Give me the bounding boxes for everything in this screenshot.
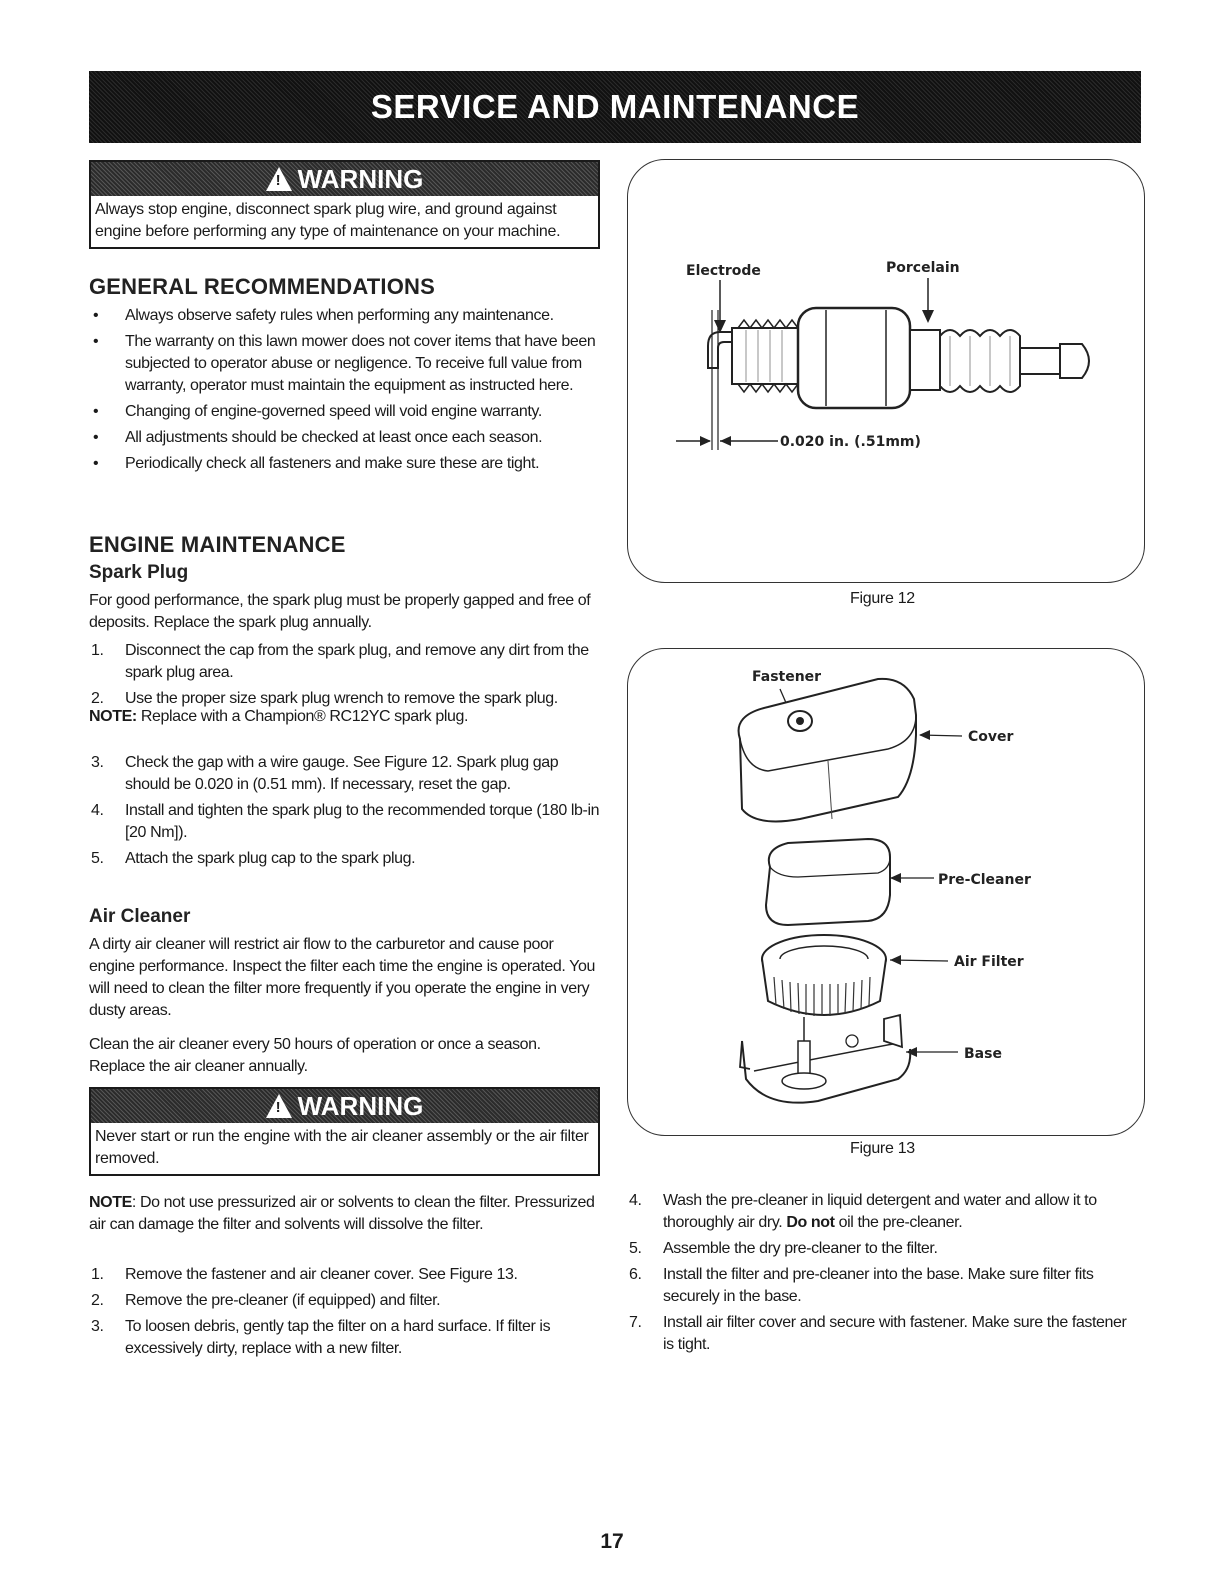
air-cleaner-diagram	[628, 649, 1144, 1135]
air-cleaner-note: NOTE: Do not use pressurized air or solvents to clean the filter. Pressurized air can damage the filter and solvents will dissolve the filter.	[89, 1194, 595, 1233]
general-recommendations-list	[89, 305, 599, 479]
warning-label: WARNING	[297, 1090, 424, 1121]
air-cleaner-para-2: Clean the air cleaner every 50 hours of operation or once a season. Replace the air cleaner annually.	[89, 1036, 541, 1075]
list-item: 7. Install air filter cover and secure with fastener. Make sure the fastener is tight.	[629, 1314, 1127, 1353]
air-steps-right	[627, 1190, 1139, 1360]
list-item: 4. Install and tighten the spark plug to the recommended torque (180 lb-in [20 Nm]).	[91, 802, 600, 841]
air-cleaner-heading: Air Cleaner	[89, 906, 191, 927]
warning-label: WARNING	[297, 163, 424, 194]
engine-maintenance-heading: ENGINE MAINTENANCE	[89, 532, 346, 557]
list-item: 4. Wash the pre-cleaner in liquid detergent and water and allow it to thoroughly air dry. Do not oil the pre-cleaner.	[629, 1192, 1097, 1231]
list-item: 2. Use the proper size spark plug wrench to remove the spark plug.	[91, 690, 558, 707]
list-item: 1. Remove the fastener and air cleaner cover. See Figure 13.	[91, 1266, 518, 1283]
air-steps-left	[89, 1264, 599, 1364]
figure-13-caption: Figure 13	[850, 1140, 915, 1157]
warning-triangle-icon: !	[266, 167, 292, 191]
figure-12-caption: Figure 12	[850, 590, 915, 607]
section-banner	[89, 71, 1141, 143]
list-item: 6. Install the filter and pre-cleaner into the base. Make sure filter fits securely in the base.	[629, 1266, 1094, 1305]
gap-label: 0.020 in. (.51mm)	[780, 434, 921, 450]
list-item: • Periodically check all fasteners and make sure these are tight.	[93, 455, 540, 472]
spark-plug-diagram	[628, 160, 1144, 582]
spark-note: NOTE: Replace with a Champion® RC12YC spark plug.	[89, 708, 469, 725]
electrode-label: Electrode	[686, 263, 761, 279]
list-item: • Always observe safety rules when performing any maintenance.	[93, 307, 554, 324]
page-number: 17	[600, 1530, 624, 1553]
figure-13-frame	[627, 648, 1145, 1136]
fastener-label: Fastener	[752, 669, 822, 685]
precleaner-label: Pre-Cleaner	[938, 872, 1031, 888]
spark-steps-a	[89, 640, 601, 714]
list-item: 1. Disconnect the cap from the spark plug, and remove any dirt from the spark plug area.	[91, 642, 589, 681]
warning-header	[91, 1089, 598, 1123]
warning-text: Always stop engine, disconnect spark plug wire, and ground against engine before performing any type of maintenance on your machine.	[95, 201, 561, 240]
warning-triangle-icon: !	[266, 1094, 292, 1118]
spark-steps-b	[89, 752, 604, 874]
spark-plug-intro: For good performance, the spark plug must be properly gapped and free of deposits. Replace the spark plug annually.	[89, 592, 591, 631]
list-item: 5. Attach the spark plug cap to the spark plug.	[91, 850, 416, 867]
list-item: • The warranty on this lawn mower does not cover items that have been subjected to operator abuse or negligence. To receive full value from warranty, operator must maintain the equipment as instructed here.	[93, 333, 596, 394]
list-item: 3. Check the gap with a wire gauge. See Figure 12. Spark plug gap should be 0.020 in (0.51 mm). If necessary, reset the gap.	[91, 754, 559, 793]
cover-label: Cover	[968, 729, 1014, 745]
warning-header	[91, 162, 598, 196]
figure-12-frame	[627, 159, 1145, 583]
list-item: 3. To loosen debris, gently tap the filter on a hard surface. If filter is excessively dirty, replace with a new filter.	[91, 1318, 551, 1357]
warning-box-air-cleaner	[89, 1087, 600, 1176]
spark-plug-heading: Spark Plug	[89, 562, 189, 583]
airfilter-label: Air Filter	[954, 954, 1024, 970]
list-item: • Changing of engine-governed speed will void engine warranty.	[93, 403, 542, 420]
general-recommendations-heading: GENERAL RECOMMENDATIONS	[89, 274, 436, 299]
section-title: SERVICE AND MAINTENANCE	[370, 88, 860, 125]
base-label: Base	[964, 1046, 1002, 1062]
warning-text: Never start or run the engine with the air cleaner assembly or the air filter removed.	[95, 1128, 589, 1167]
list-item: 2. Remove the pre-cleaner (if equipped) and filter.	[91, 1292, 441, 1309]
list-item: 5. Assemble the dry pre-cleaner to the filter.	[629, 1240, 938, 1257]
warning-box-maintenance	[89, 160, 600, 249]
list-item: • All adjustments should be checked at least once each season.	[93, 429, 543, 446]
porcelain-label: Porcelain	[886, 260, 960, 276]
air-cleaner-para-1: A dirty air cleaner will restrict air flow to the carburetor and cause poor engine performance. Inspect the filter each time the engine is operated. You will need to clean the filter more frequently if you operate the engine in very dusty areas.	[89, 936, 595, 1019]
